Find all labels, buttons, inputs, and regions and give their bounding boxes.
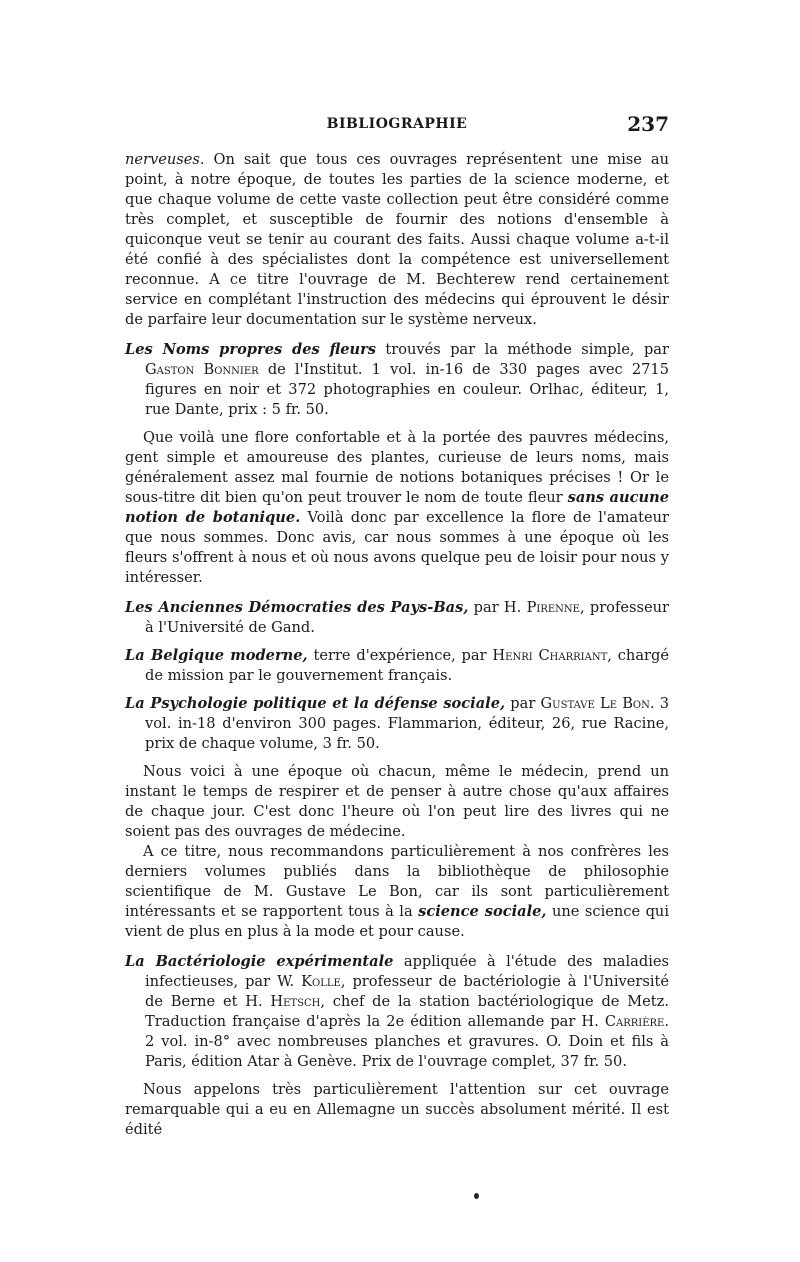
bibliography-entry-democraties <box>125 598 669 638</box>
paragraph-text: Voilà donc par excellence la flore de l'amateur que nous sommes. Donc avis, car nous sommes à une époque où les fleurs s'offrent à nous et où nous avons quelque peu de loisir pour nous y intéresser. <box>125 509 669 586</box>
entry-text: . 2 vol. in-8° avec nombreuses planches et gravures. O. Doin et fils à Paris, édition Atar à Genève. Prix de l'ouvrage complet, 37 fr. 50. <box>145 1013 669 1070</box>
running-title: BIBLIOGRAPHIE <box>326 116 468 132</box>
entry-text: , professeur à l'Université de Gand. <box>145 599 669 636</box>
paragraph-text: Que voilà une flore confortable et à la portée des pauvres médecins, gent simple et amoureuse des plantes, curieuse de leurs noms, mais généralement assez mal fournie de notions botaniques précises ! Or le sous-titre dit bien qu'on peut trouver le nom de toute fleur <box>125 429 669 506</box>
bibliography-entry-bacteriologie <box>125 952 669 1072</box>
italic-phrase: science sociale, <box>418 903 547 920</box>
author-name: Henri Charriant <box>492 647 608 664</box>
paragraph-text: Nous voici à une époque où chacun, même le médecin, prend un instant le temps de respirer et de penser à autre chose qu'aux affaires de chaque jour. C'est donc l'heure où l'on peut lire des livres qui ne soient pas des ouvrages de médecine. <box>125 763 669 840</box>
entry-text: par <box>505 695 541 712</box>
book-title: Les Noms propres des fleurs <box>125 341 376 358</box>
paragraph-text: A ce titre, nous recommandons particulièrement à nos confrères les derniers volumes publiés dans la bibliothèque de philosophie scientifique de M. Gustave Le Bon, car ils sont particulièrement intéressants et se rapportent tous à la <box>125 843 669 920</box>
review-paragraph <box>125 428 669 588</box>
bibliography-entry-belgique <box>125 646 669 686</box>
book-title: La Psychologie politique et la défense sociale, <box>125 695 506 712</box>
paragraph-text: On sait que tous ces ouvrages représentent une mise au point, à notre époque, de toutes les parties de la science moderne, et que chaque volume de cette vaste collection peut être considéré comme très complet, et susceptible de fournir des notions d'ensemble à quiconque veut se tenir au courant des faits. Aussi chaque volume a-t-il été confié à des spécialistes dont la compétence est universellement reconnue. A ce titre l'ouvrage de M. Bechterew rend certainement service en complétant l'instruction des médecins qui éprouvent le désir de parfaire leur documentation sur le système nerveux. <box>125 151 669 328</box>
body-text <box>125 150 669 1140</box>
entry-text: trouvés par la méthode simple, par <box>376 341 669 358</box>
entry-text: , chargé de mission par le gouvernement français. <box>145 647 669 684</box>
author-name: Gaston Bonnier <box>145 361 259 378</box>
italic-phrase: sans aucune notion de botanique. <box>125 489 669 526</box>
bibliography-entry-noms-propres <box>125 340 669 420</box>
book-title: Les Anciennes Démocraties des Pays-Bas, <box>125 599 469 616</box>
italic-word: nerveuses. <box>125 151 205 168</box>
page-number: 237 <box>627 112 669 136</box>
author-name: Pirenne <box>526 599 580 616</box>
entry-text: appliquée à l'étude des maladies infectieuses, par W. <box>145 953 669 990</box>
page-header <box>125 112 669 140</box>
review-paragraph <box>125 762 669 842</box>
book-title: La Belgique moderne, <box>125 647 308 664</box>
paragraph-continuation <box>125 150 669 330</box>
entry-text: par H. <box>468 599 527 616</box>
author-name: Carrière <box>604 1013 665 1030</box>
paragraph-text: Nous appelons très particulièrement l'attention sur cet ouvrage remarquable qui a eu en Allemagne un succès absolument mérité. Il est édité <box>125 1081 669 1138</box>
book-title: La Bactériologie expérimentale <box>125 953 394 970</box>
entry-text: de l'Institut. 1 vol. in-16 de 330 pages avec 2715 figures en noir et 372 photographies en couleur. Orlhac, éditeur, 1, rue Dante, prix : 5 fr. 50. <box>145 361 669 418</box>
entry-text: , professeur de bactériologie à l'Université de Berne et H. <box>145 973 670 1010</box>
review-paragraph <box>125 842 669 942</box>
author-name: Hetsch <box>270 993 321 1010</box>
entry-text: , chef de la station bactériologique de Metz. Traduction française d'après la 2e édition allemande par H. <box>145 993 669 1030</box>
paragraph-text: une science qui vient de plus en plus à la mode et pour cause. <box>125 903 669 940</box>
author-name: Kolle <box>301 973 341 990</box>
review-paragraph <box>125 1080 669 1140</box>
ink-speck <box>474 1193 479 1199</box>
author-name: Gustave Le Bon <box>540 695 650 712</box>
entry-text: . 3 vol. in-18 d'environ 300 pages. Flammarion, éditeur, 26, rue Racine, prix de chaque volume, 3 fr. 50. <box>145 695 669 752</box>
entry-text: terre d'expérience, par <box>307 647 493 664</box>
bibliography-entry-psychologie <box>125 694 669 754</box>
